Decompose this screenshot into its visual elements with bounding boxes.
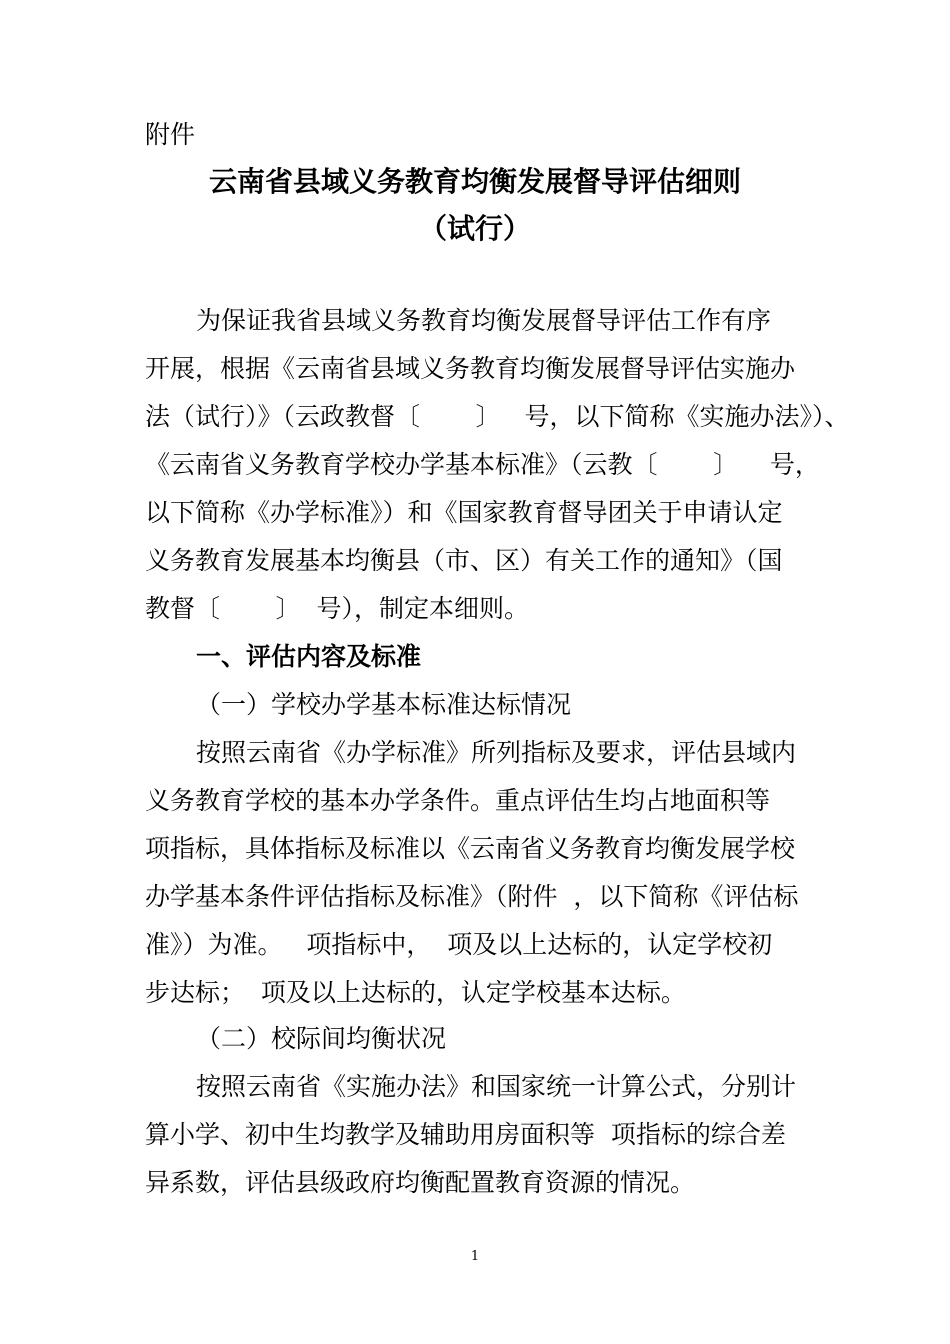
body-line: 按照云南省《实施办法》和国家统一计算公式，分别计 — [196, 1072, 797, 1101]
page-number: 1 — [470, 1249, 480, 1264]
intro-line: 以下简称《办学标准》）和《国家教育督导团关于申请认定 — [145, 498, 783, 527]
body-line: 算小学、初中生均教学及辅助用房面积等 项指标的综合差 — [145, 1120, 786, 1149]
body-line: 异系数，评估县级政府均衡配置教育资源的情况。 — [145, 1168, 696, 1197]
intro-line: 为保证我省县域义务教育均衡发展督导评估工作有序 — [196, 306, 772, 335]
body-line: 步达标； 项及以上达标的，认定学校基本达标。 — [145, 978, 686, 1007]
document-title: 云南省县域义务教育均衡发展督导评估细则 — [208, 165, 741, 198]
attachment-label: 附件 — [145, 120, 196, 149]
intro-line: 法（试行）》（云政教督〔 〕 号，以下简称《实施办法》）、 — [145, 402, 850, 431]
section-heading: 一、评估内容及标准 — [196, 642, 422, 671]
document-subtitle: （试行） — [418, 212, 531, 245]
intro-line: 《云南省义务教育学校办学基本标准》（云教〔 〕 号， — [145, 450, 820, 479]
intro-line: 教督〔 〕 号），制定本细则。 — [145, 594, 530, 623]
subsection-heading: （一）学校办学基本标准达标情况 — [196, 690, 572, 719]
body-line: 办学基本条件评估指标及标准》（附件 ，以下简称《评估标 — [145, 882, 799, 911]
body-line: 准》）为准。 项指标中， 项及以上达标的，认定学校初 — [145, 930, 773, 959]
body-line: 按照云南省《办学标准》所列指标及要求，评估县域内 — [196, 738, 797, 767]
body-line: 义务教育学校的基本办学条件。重点评估生均占地面积等 — [145, 786, 771, 815]
intro-line: 开展，根据《云南省县域义务教育均衡发展督导评估实施办 — [145, 354, 796, 383]
intro-line: 义务教育发展基本均衡县（市、区）有关工作的通知》（国 — [145, 546, 783, 575]
body-line: 项指标，具体指标及标准以《云南省义务教育均衡发展学校 — [145, 834, 796, 863]
subsection-heading: （二）校际间均衡状况 — [196, 1024, 447, 1053]
